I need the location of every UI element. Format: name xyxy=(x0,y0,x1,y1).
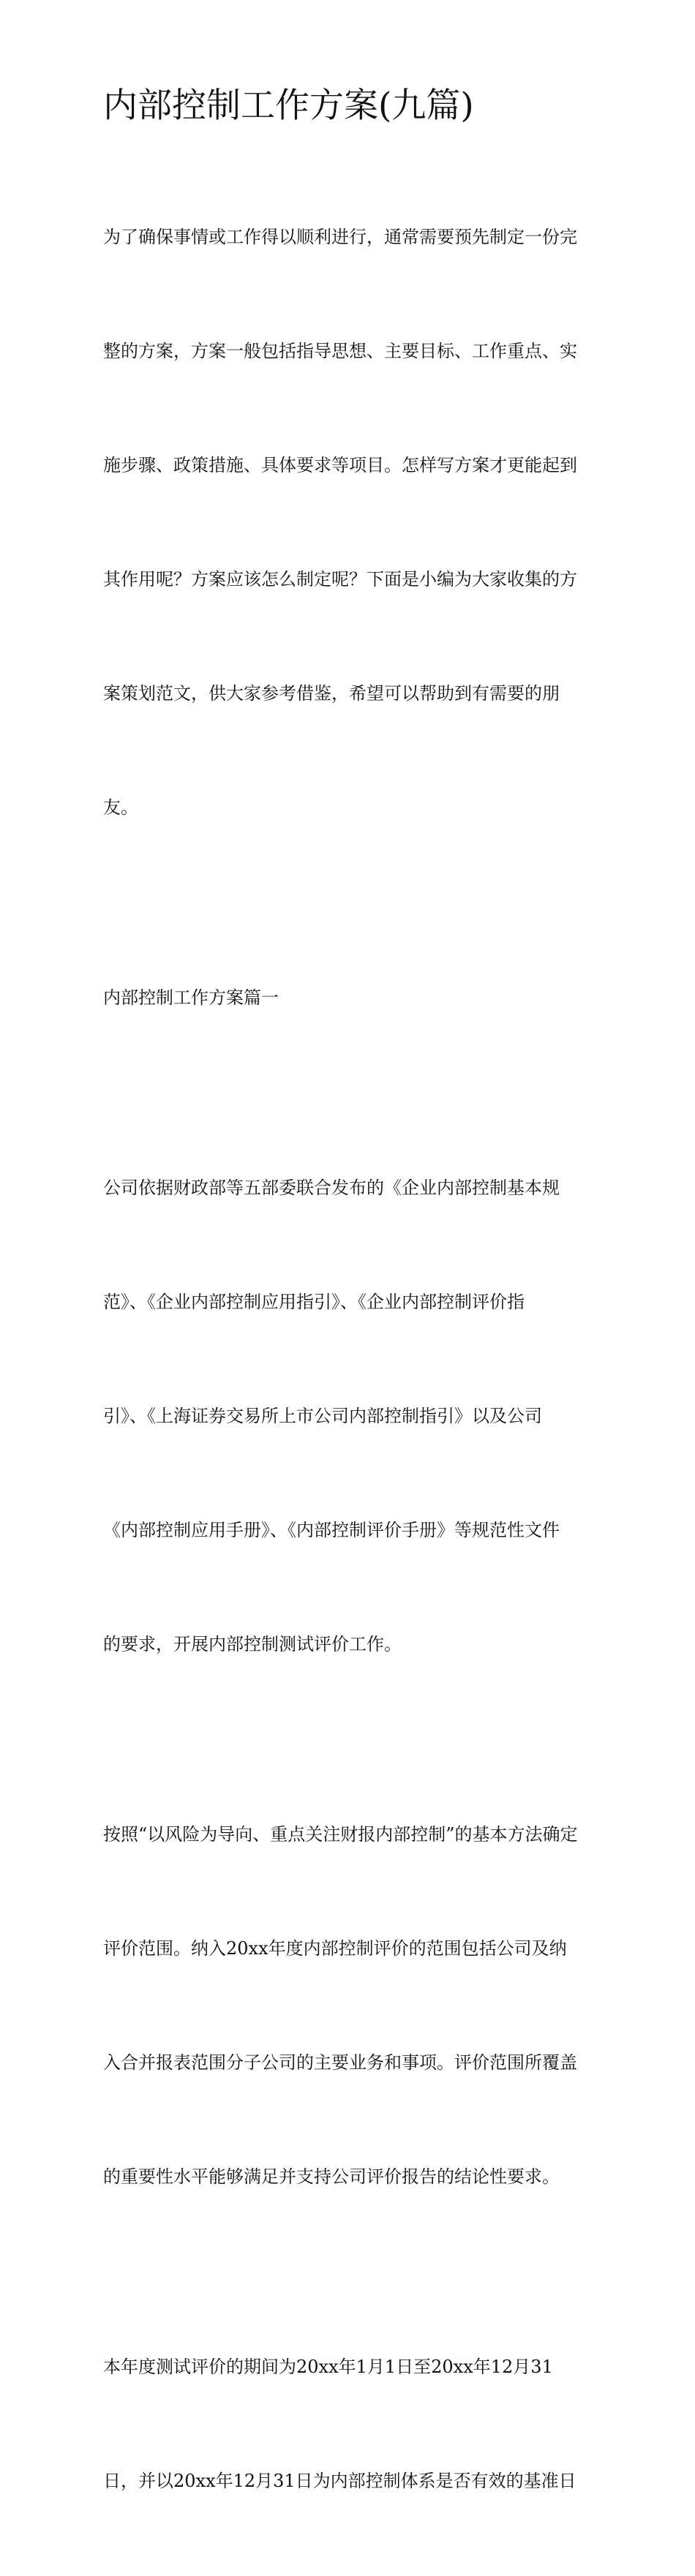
document-body xyxy=(103,82,595,2576)
text-line: 为了确保事情或工作得以顺利进行，通常需要预先制定一份完 xyxy=(103,227,577,247)
text-line: 入合并报表范围分子公司的主要业务和事项。评价范围所覆盖 xyxy=(103,2052,577,2073)
document-title: 内部控制工作方案(九篇) xyxy=(103,86,474,126)
scope-paragraph xyxy=(103,1739,595,2272)
text-line: 友。 xyxy=(103,797,138,818)
intro-paragraph xyxy=(103,142,595,903)
text-line: 的重要性水平能够满足并支持公司评价报告的结论性要求。 xyxy=(103,2166,560,2187)
text-line: 整的方案，方案一般包括指导思想、主要目标、工作重点、实 xyxy=(103,341,577,361)
text-line: 施步骤、政策措施、具体要求等项目。怎样写方案才更能起到 xyxy=(103,455,577,475)
text-line: 本年度测试评价的期间为20xx年1月1日至20xx年12月31 xyxy=(103,2357,553,2377)
text-line: 案策划范文，供大家参考借鉴，希望可以帮助到有需要的朋 xyxy=(103,683,560,704)
text-line: 按照“以风险为导向、重点关注财报内部控制”的基本方法确定 xyxy=(103,1824,578,1845)
text-line: 的要求，开展内部控制测试评价工作。 xyxy=(103,1634,402,1654)
text-line: 评价范围。纳入20xx年度内部控制评价的范围包括公司及纳 xyxy=(103,1938,567,1959)
text-line: 公司依据财政部等五部委联合发布的《企业内部控制基本规 xyxy=(103,1178,560,1198)
basis-paragraph xyxy=(103,1093,595,1739)
text-line: 其作用呢？方案应该怎么制定呢？下面是小编为大家收集的方 xyxy=(103,569,577,590)
period-paragraph xyxy=(103,2272,595,2576)
text-line: 《内部控制应用手册》、《内部控制评价手册》等规范性文件 xyxy=(103,1520,560,1540)
text-line: 范》、《企业内部控制应用指引》、《企业内部控制评价指 xyxy=(103,1292,525,1312)
section-heading xyxy=(103,903,595,1093)
section-heading-text: 内部控制工作方案篇一 xyxy=(103,987,279,1008)
text-line: 日，并以20xx年12月31日为内部控制体系是否有效的基准日 xyxy=(103,2471,576,2491)
text-line: 引》、《上海证券交易所上市公司内部控制指引》以及公司 xyxy=(103,1406,542,1426)
